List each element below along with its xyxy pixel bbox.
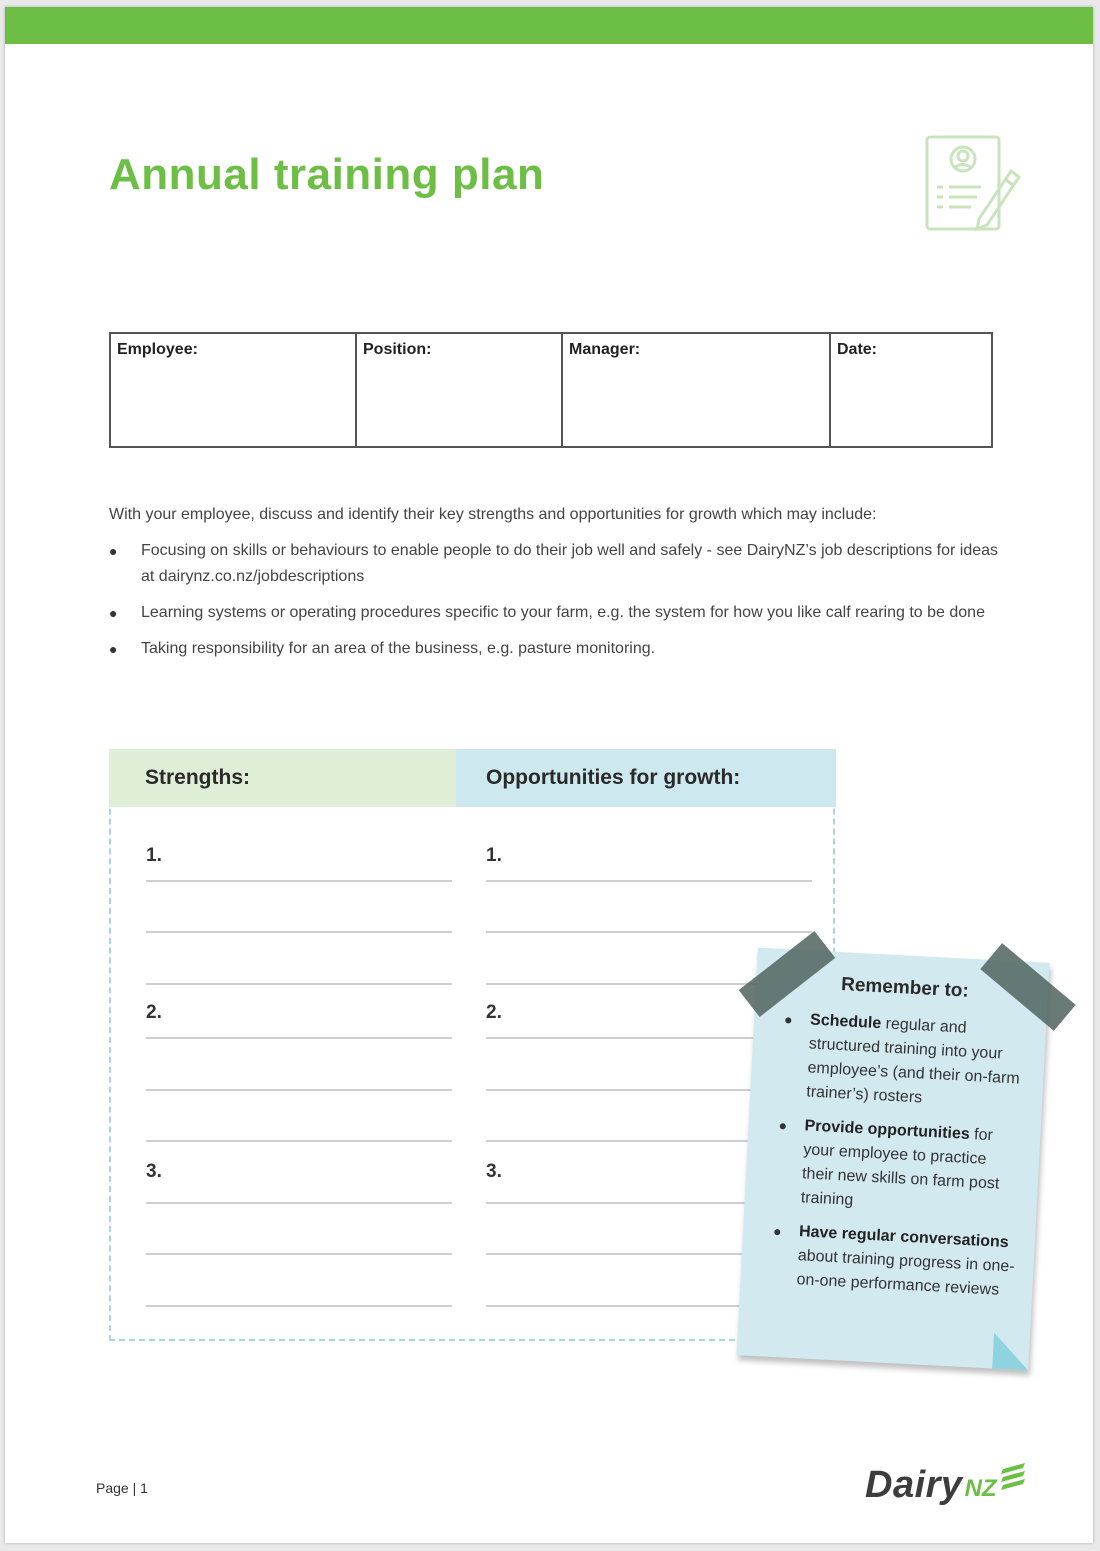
resume-pen-icon [919,131,1023,235]
header-accent-bar [5,7,1093,44]
strength-number-3: 3. [146,1161,162,1182]
logo-stripes-icon [999,1461,1027,1491]
growth-2-line[interactable] [486,1089,756,1091]
growth-1-line[interactable] [486,880,812,882]
list-item: ● Have regular conversations about training progress in one-on-one performance reviews [772,1222,1015,1299]
reminder-lead: Provide opportunities [804,1117,971,1143]
strengths-header: Strengths: [109,749,456,807]
growth-2-line[interactable] [486,1140,756,1142]
growth-header: Opportunities for growth: [456,749,836,807]
growth-1-line[interactable] [486,931,812,933]
manager-label: Manager: [569,341,641,358]
reminder-list [764,1007,1029,1304]
reminder-title: Remember to: [840,974,970,1002]
dairynz-logo [865,1461,1027,1507]
strength-1-line[interactable] [146,983,452,985]
page-title: Annual training plan [109,150,545,199]
growth-1-line[interactable] [486,983,756,985]
strength-3-line[interactable] [146,1305,452,1307]
date-label: Date: [837,341,878,358]
growth-2-line[interactable] [486,1037,756,1039]
growth-number-3: 3. [486,1161,502,1182]
date-field[interactable] [831,334,991,446]
reminder-lead: Schedule [809,1011,882,1033]
list-item: ● Focusing on skills or behaviours to enable people to do their job well and safely - see DairyNZ’s job descriptions for ideas at dairynz.co.nz/jobdescriptions [109,542,999,585]
reminder-lead: Have regular conversations [798,1223,1010,1252]
growth-3-line[interactable] [486,1202,756,1204]
document-page [5,7,1093,1543]
intro-text: With your employee, discuss and identify their key strengths and opportunities for growth which may include: [109,506,877,523]
logo-suffix: NZ [964,1475,997,1502]
list-item: ● Learning systems or operating procedures specific to your farm, e.g. the system for how you like calf rearing to be done [109,604,985,621]
strength-3-line[interactable] [146,1253,452,1255]
reminder-text: about training progress in one-on-one performance reviews [796,1247,1015,1299]
strength-1-line[interactable] [146,931,452,933]
logo-wordmark: Dairy [865,1464,963,1506]
strength-1-line[interactable] [146,880,452,882]
bullet-text: Taking responsibility for an area of the business, e.g. pasture monitoring. [141,640,656,657]
strength-2-line[interactable] [146,1140,452,1142]
list-item: ● Schedule regular and structured training into your employee’s (and their on-farm trainer’s) rosters [783,1011,1021,1107]
reminder-text: regular and structured training into your employee’s (and their on-farm trainer’s) rosters [805,1015,1021,1107]
strength-2-line[interactable] [146,1037,452,1039]
employee-label: Employee: [117,341,198,358]
list-item: ● Provide opportunities for your employee to practice their new skills on farm post training [778,1116,1000,1209]
page-number: Page | 1 [96,1480,148,1496]
reminder-sticky-note [737,948,1050,1371]
intro-bullet-list [109,538,999,672]
list-item: ● Taking responsibility for an area of the business, e.g. pasture monitoring. [109,640,656,657]
strength-2-line[interactable] [146,1089,452,1091]
bullet-text: Focusing on skills or behaviours to enable people to do their job well and safely - see DairyNZ’s job descriptions for ideas at dairynz.co.nz/jobdescriptions [141,542,999,585]
growth-3-line[interactable] [486,1305,756,1307]
growth-3-line[interactable] [486,1253,756,1255]
strength-number-1: 1. [146,845,162,866]
strength-number-2: 2. [146,1002,162,1023]
employee-info-table [109,332,993,448]
employee-field[interactable] [111,334,357,446]
bullet-text: Learning systems or operating procedures specific to your farm, e.g. the system for how you like calf rearing to be done [141,604,985,621]
manager-field[interactable] [563,334,831,446]
growth-number-2: 2. [486,1002,502,1023]
growth-number-1: 1. [486,845,502,866]
reminder-text: for your employee to practice their new skills on farm post training [800,1125,1000,1209]
strength-3-line[interactable] [146,1202,452,1204]
position-field[interactable] [357,334,563,446]
position-label: Position: [363,341,432,358]
